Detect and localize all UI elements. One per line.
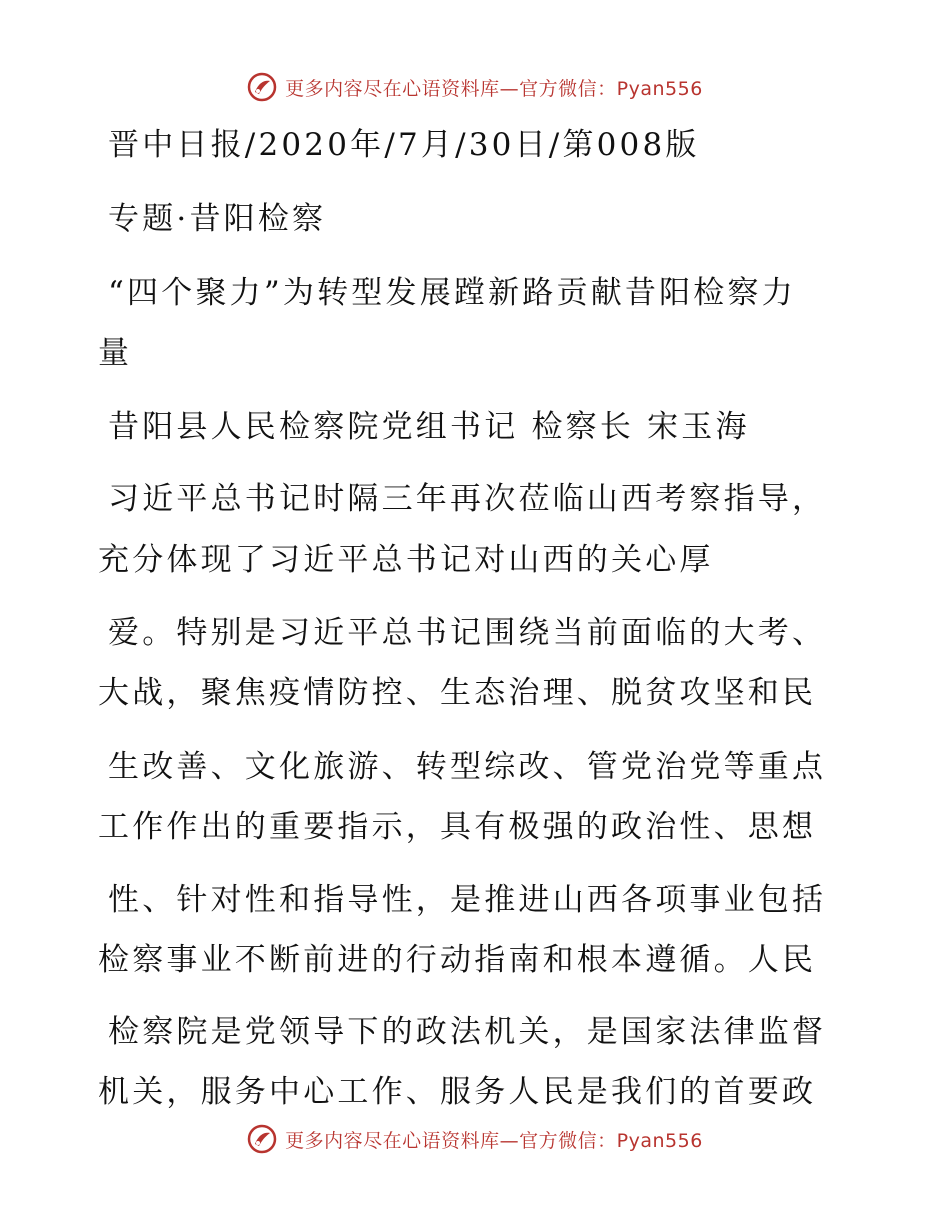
body-line: 机关，服务中心工作、服务人民是我们的首要政: [98, 1074, 817, 1110]
article-title-cont: 量: [98, 335, 133, 371]
watermark-text: 更多内容尽在心语资料库—官方微信：Pyan556: [285, 1129, 703, 1152]
body-line: 工作作出的重要指示，具有极强的政治性、思想: [98, 809, 817, 845]
watermark-text: 更多内容尽在心语资料库—官方微信：Pyan556: [285, 77, 703, 100]
body-line: 充分体现了习近平总书记对山西的关心厚: [98, 542, 714, 578]
logo-icon: [247, 72, 277, 102]
body-line: 习近平总书记时隔三年再次莅临山西考察指导，: [108, 481, 827, 517]
logo-icon: [247, 1124, 277, 1154]
section-label: 专题·昔阳检察: [108, 201, 327, 237]
watermark-top: [0, 72, 950, 102]
source-line: 晋中日报/2020年/7月/30日/第008版: [108, 127, 700, 163]
body-line: 爱。特别是习近平总书记围绕当前面临的大考、: [108, 615, 827, 651]
body-line: 检察院是党领导下的政法机关，是国家法律监督: [108, 1014, 827, 1050]
article-title: “四个聚力”为转型发展蹚新路贡献昔阳检察力: [108, 275, 796, 311]
body-line: 生改善、文化旅游、转型综改、管党治党等重点: [108, 749, 827, 785]
watermark-bottom: [0, 1124, 950, 1154]
author-line: 昔阳县人民检察院党组书记 检察长 宋玉海: [108, 409, 750, 445]
body-line: 检察事业不断前进的行动指南和根本遵循。人民: [98, 942, 817, 978]
body-line: 性、针对性和指导性，是推进山西各项事业包括: [108, 882, 827, 918]
body-line: 大战，聚焦疫情防控、生态治理、脱贫攻坚和民: [98, 675, 817, 711]
